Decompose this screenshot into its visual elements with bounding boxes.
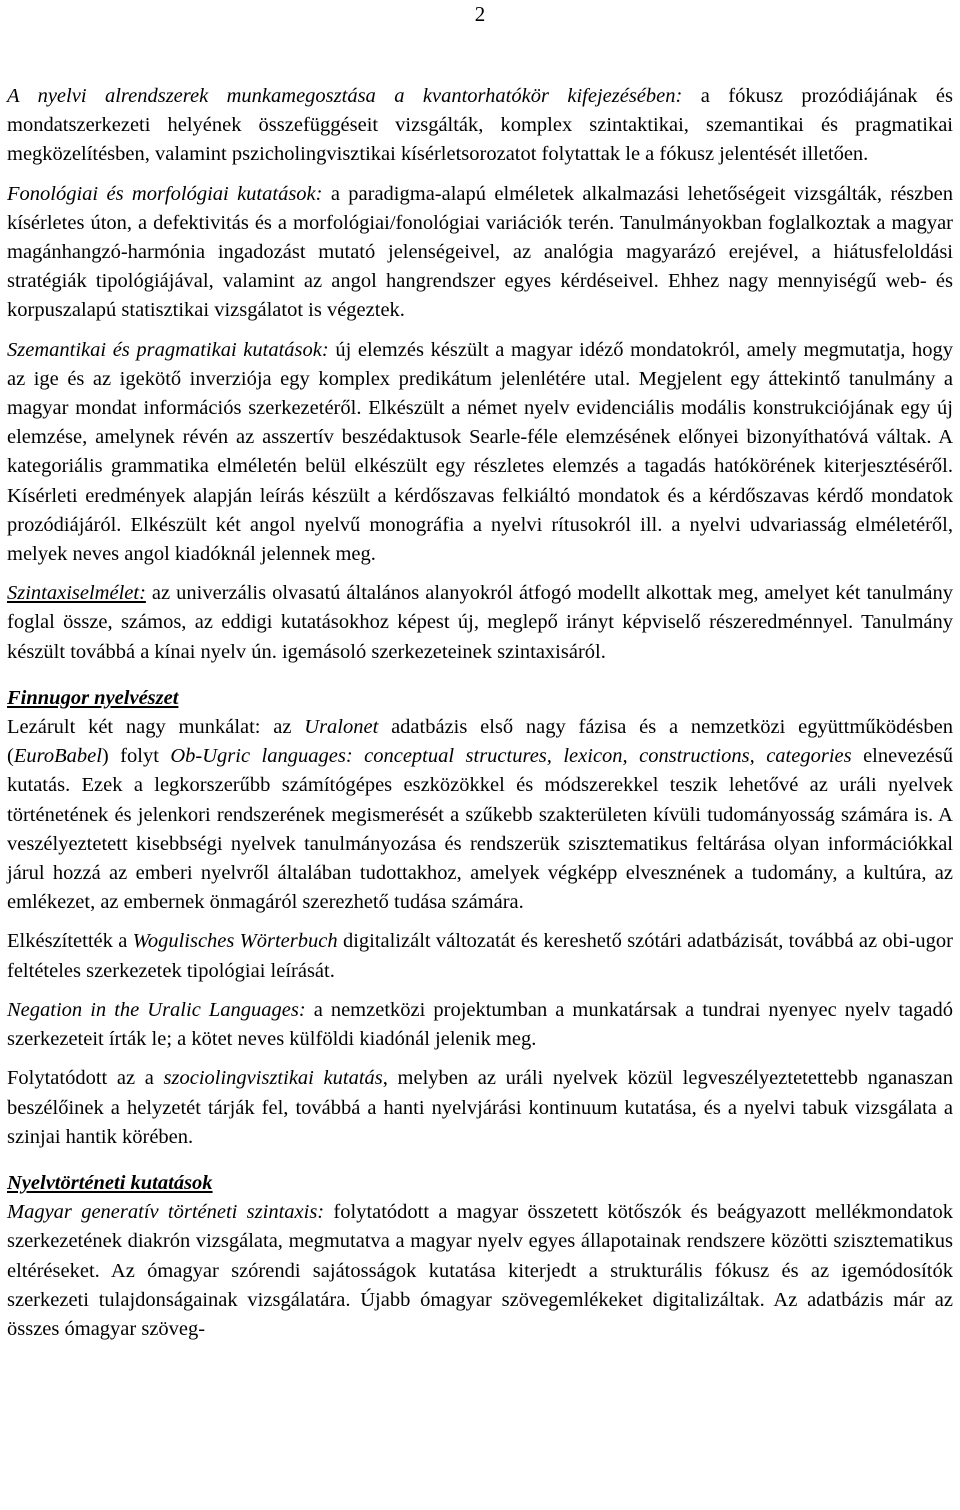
paragraph-lead: Szemantikai és pragmatikai kutatások: xyxy=(7,338,329,361)
paragraph-lead: Fonológiai és morfológiai kutatások: xyxy=(7,182,323,205)
paragraph-finnugor-4 xyxy=(7,1064,953,1152)
research-title: Ob-Ugric languages: conceptual structures, lexicon, constructions, categories xyxy=(170,745,852,768)
text-run: ) folyt xyxy=(101,745,171,768)
section-heading-nyelvtorteneti: Nyelvtörténeti kutatások xyxy=(7,1171,213,1194)
page-content xyxy=(7,82,953,1344)
paragraph-lead: A nyelvi alrendszerek munkamegosztása a kvantorhatókör kifejezésében: xyxy=(7,85,683,107)
text-run: adatbázis első nagy fázisa és a nemzetközi együttműködésben ( xyxy=(7,716,953,768)
project-title: Negation in the Uralic Languages: xyxy=(7,998,306,1021)
text-run: Elkészítették a xyxy=(7,930,133,953)
dictionary-title: Wogulisches Wörterbuch xyxy=(132,930,338,953)
paragraph-text: folytatódott a magyar összetett kötőszók és beágyazott mellékmondatok szerkezetének diakrón vizsgálata, megmutatva a magyar nyelv egyes állapotainak rendszere közötti szisztematikus eltéréseket. Az ómagyar szórendi sajátosságok kutatása kiterjedt a strukturális fókusz és az igemódosítók szerkezeti tulajdonságainak vizsgálatára. Újabb ómagyar szövegemlékeket digitalizáltak. Az adatbázis már az összes ómagyar szöveg- xyxy=(7,1201,953,1340)
text-run: Folytatódott az a xyxy=(7,1067,164,1090)
paragraph-szemantika xyxy=(7,336,953,570)
paragraph-szintaxiselmelet xyxy=(7,579,953,667)
paragraph-kvantorhatokor xyxy=(7,82,953,170)
paragraph-finnugor-3 xyxy=(7,996,953,1054)
section-heading-finnugor: Finnugor nyelvészet xyxy=(7,686,179,709)
database-name: Uralonet xyxy=(304,716,379,739)
paragraph-finnugor-2 xyxy=(7,927,953,985)
paragraph-fonologia xyxy=(7,180,953,326)
text-run: a nemzetközi projektumban a munkatársak a tundrai nyenyec nyelv tagadó szerkezeteit írták le; a kötet neves külföldi kiadónál jelenik meg. xyxy=(7,998,954,1051)
paragraph-lead: Szintaxiselmélet: xyxy=(7,582,146,605)
paragraph-lead: Magyar generatív történeti szintaxis: xyxy=(7,1201,325,1224)
research-name: szociolingvisztikai kutatás xyxy=(163,1067,383,1090)
paragraph-text: a fókusz prozódiájának és mondatszerkezeti helyének összefüggéseit vizsgálták, komplex szintaktikai, szemantikai és pragmatikai megközelítésben, valamint pszicholingvisztikai kísérletsorozatot folytattak le a fókusz jelentését illetően. xyxy=(7,85,953,166)
text-run: digitalizált változatát és kereshető szótári adatbázisát, továbbá az obi-ugor feltételes szerkezetek tipológiai leírását. xyxy=(7,930,954,982)
text-run: , melyben az uráli nyelvek közül legveszélyeztetettebb nganaszan beszélőinek a helyzetét tárják fel, továbbá a hanti nyelvjárási kontinuum kutatása, és a nyelvi tabuk vizsgálata a szinjai hantik körében. xyxy=(7,1067,953,1148)
text-run: elnevezésű kutatás. Ezek a legkorszerűbb számítógépes eszközökkel és módszerekkel teszik lehetővé az uráli nyelvek történetének és jelenkori rendszerének megismerését a szűkebb szakterületen kívüli tudományosság számára is. A veszélyeztetett kisebbségi nyelvek tanulmányozása és rendszerük szisztematikus feltárása olyan információkkal járul hozzá az emberi nyelvről általában tudottakhoz, amelyek végképp elvesznének a tudomány, a kultúra, az emlékezet, az embernek önmagáról szerezhető tudása számára. xyxy=(7,745,953,914)
paragraph-text: új elemzés készült a magyar idéző mondatokról, amely megmutatja, hogy az ige és az igekötő inverziója egy komplex predikátum jelenlétére utal. Megjelent egy áttekintő tanulmány a magyar mondat információs szerkezetéről. Elkészült a német nyelv evidenciális modális konstrukciójának egy új elemzése, amelynek révén az asszertív beszédaktusok Searle-féle elemzésének előnyei bizonyíthatóvá váltak. A kategoriális grammatika elméletén belül elkészült egy részletes elemzés a tagadás hatókörének kiterjesztéséről. Kísérleti eredmények alapján leírás készült a kérdőszavas felkiáltó mondatok és a kérdőszavas kérdő mondatok prozódiájáról. Elkészült két angol nyelvű monográfia a nyelvi rítusokról ill. a nyelvi udvariasság elméletéről, melyek neves angol kiadóknál jelennek meg. xyxy=(7,338,953,566)
page-number: 2 xyxy=(474,2,486,26)
paragraph-text: a paradigma-alapú elméletek alkalmazási lehetőségeit vizsgálták, részben kísérletes úton, a defektivitás és a morfológiai/fonológiai variációk terén. Tanulmányokban foglalkoztak a magyar magánhangzó-harmónia ingadozást mutató jelenségeivel, az analógia magyarázó erejével, a hiátusfeloldási stratégiák tipológiájával, valamint az angol hangrendszer egyes kérdéseivel. Ehhez nagy mennyiségű web- és korpuszalapú statisztikai vizsgálatot is végeztek. xyxy=(7,182,953,322)
project-name: EuroBabel xyxy=(13,745,102,768)
paragraph-text: az univerzális olvasatú általános alanyokról átfogó modellt alkottak meg, amelyet két tanulmány foglal össze, számos, az eddigi kutatásokhoz képest új, meglepő irányt képviselő részeredménnyel. Tanulmány készült továbbá a kínai nyelv ún. igemásoló szerkezeteinek szintaxisáról. xyxy=(7,582,953,663)
text-run: Lezárult két nagy munkálat: az xyxy=(7,716,305,739)
paragraph-finnugor-1 xyxy=(7,713,953,917)
paragraph-nyelvtorteneti xyxy=(7,1198,953,1344)
